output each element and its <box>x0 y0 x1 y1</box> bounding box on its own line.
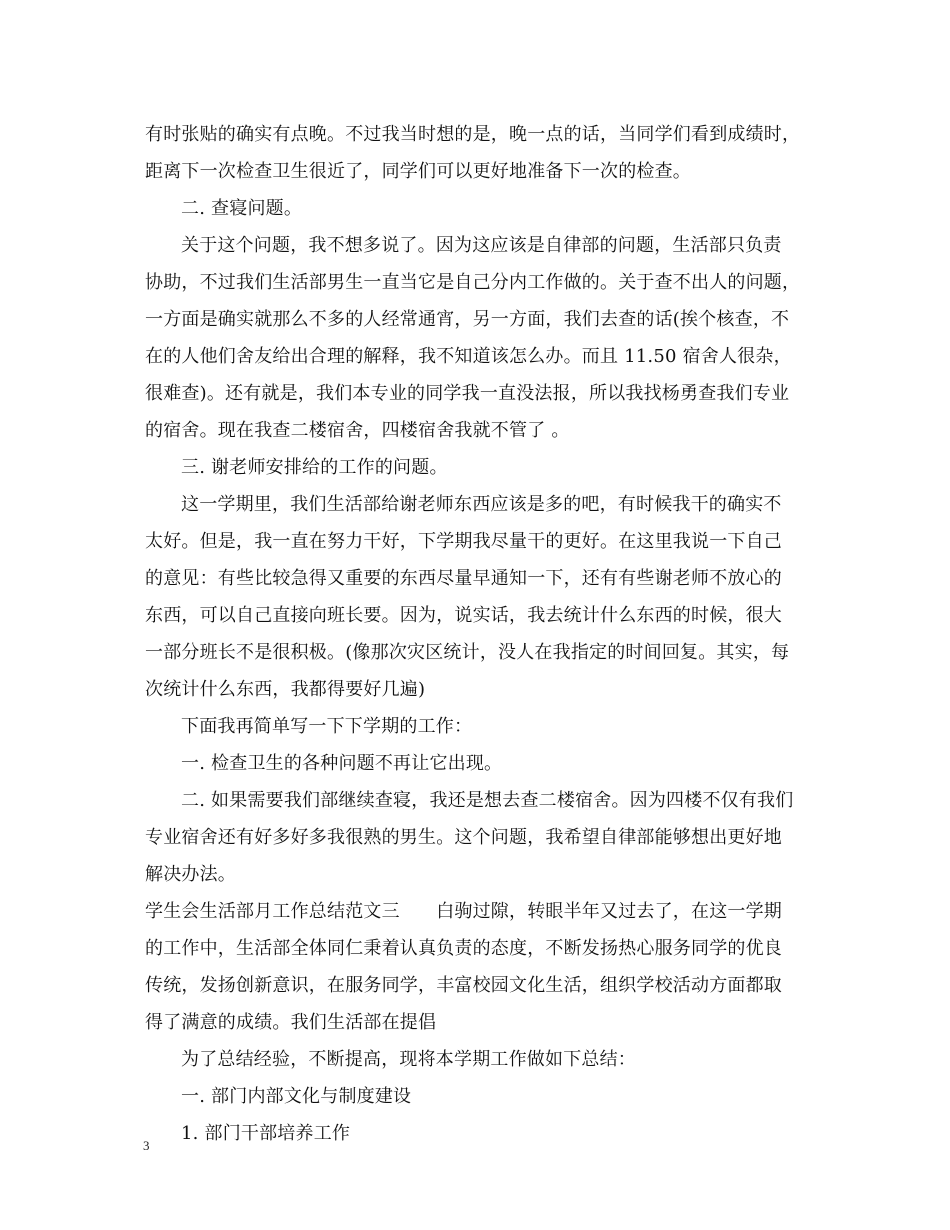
text-line: 有时张贴的确实有点晚。不过我当时想的是，晚一点的话，当同学们看到成绩时， <box>145 124 801 145</box>
text-line: 距离下一次检查卫生很近了，同学们可以更好地准备下一次的检查。 <box>145 161 691 182</box>
text-line: 一. 检查卫生的各种问题不再让它出现。 <box>181 753 503 774</box>
text-line: 关于这个问题，我不想多说了。因为这应该是自律部的问题，生活部只负责 <box>181 235 782 256</box>
text-line: 的工作中，生活部全体同仁秉着认真负责的态度，不断发扬热心服务同学的优良 <box>145 938 782 959</box>
text-line: 次统计什么东西，我都得要好几遍) <box>145 679 426 700</box>
text-line: 一方面是确实就那么不多的人经常通宵，另一方面，我们去查的话(挨个核查，不 <box>145 309 790 330</box>
text-line: 的宿舍。现在我查二楼宿舍，四楼宿舍我就不管了 。 <box>145 420 570 441</box>
text-line: 东西，可以自己直接向班长要。因为，说实话，我去统计什么东西的时候，很大 <box>145 605 782 626</box>
text-line: 在的人他们舍友给出合理的解释，我不知道该怎么办。而且 11.50 宿舍人很杂， <box>145 346 792 367</box>
text-line: 学生会生活部月工作总结范文三 白驹过隙，转眼半年又过去了，在这一学期 <box>145 901 782 922</box>
text-line: 二. 如果需要我们部继续查寝，我还是想去查二楼宿舍。因为四楼不仅有我们 <box>181 790 794 811</box>
text-line: 一. 部门内部文化与制度建设 <box>181 1086 412 1107</box>
text-line: 得了满意的成绩。我们生活部在提倡 <box>145 1012 437 1033</box>
text-line: 的意见：有些比较急得又重要的东西尽量早通知一下，还有有些谢老师不放心的 <box>145 568 782 589</box>
text-line: 很难查)。还有就是，我们本专业的同学我一直没法报，所以我找杨勇查我们专业 <box>145 383 790 404</box>
text-line: 下面我再简单写一下下学期的工作： <box>181 716 473 737</box>
text-line: 为了总结经验，不断提高，现将本学期工作做如下总结： <box>181 1049 636 1070</box>
page-number: 3 <box>143 1138 150 1153</box>
text-line: 一部分班长不是很积极。(像那次灾区统计，没人在我指定的时间回复。其实，每 <box>145 642 790 663</box>
body-text <box>145 116 820 1152</box>
text-line: 解决办法。 <box>145 864 236 885</box>
text-line: 这一学期里，我们生活部给谢老师东西应该是多的吧，有时候我干的确实不 <box>181 494 782 515</box>
text-line: 专业宿舍还有好多好多我很熟的男生。这个问题，我希望自律部能够想出更好地 <box>145 827 782 848</box>
text-line: 协助，不过我们生活部男生一直当它是自己分内工作做的。关于查不出人的问题， <box>145 272 801 293</box>
text-line: 传统，发扬创新意识，在服务同学，丰富校园文化生活，组织学校活动方面都取 <box>145 975 782 996</box>
text-line: 1. 部门干部培养工作 <box>181 1123 351 1144</box>
text-line: 太好。但是，我一直在努力干好，下学期我尽量干的更好。在这里我说一下自己 <box>145 531 782 552</box>
text-line: 三. 谢老师安排给的工作的问题。 <box>181 457 448 478</box>
text-line: 二. 查寝问题。 <box>181 198 303 219</box>
